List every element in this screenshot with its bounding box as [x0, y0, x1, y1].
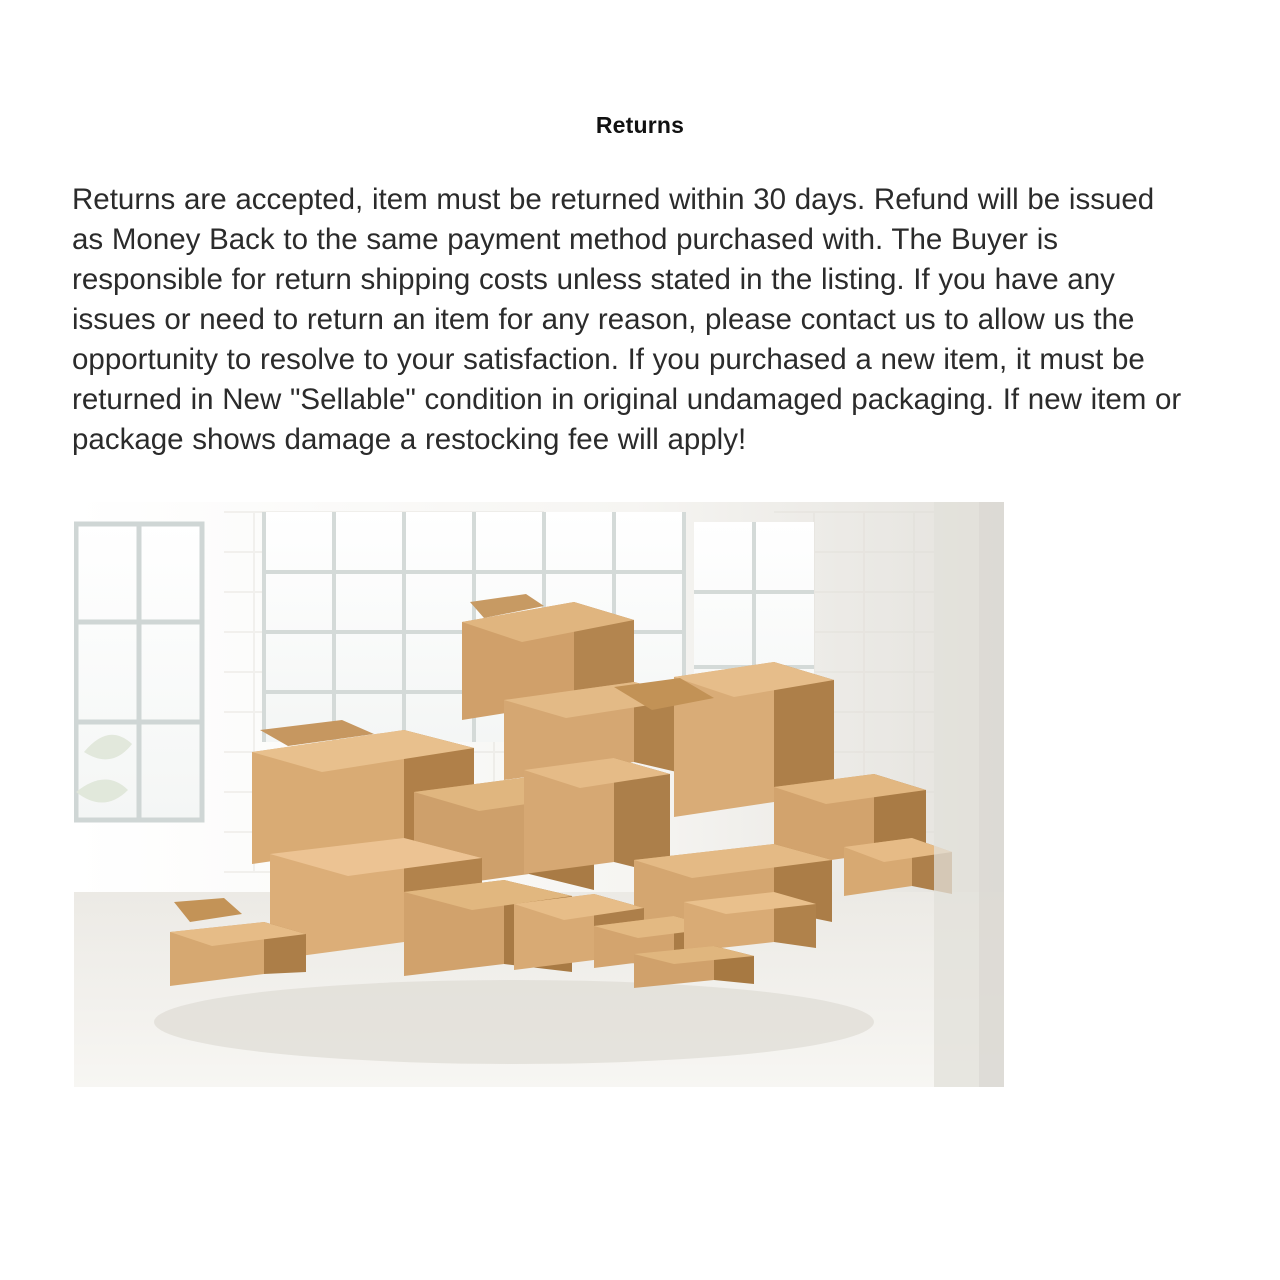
boxes-photo [74, 502, 1004, 1087]
page-title: Returns [595, 112, 685, 138]
boxes-illustration [74, 502, 1004, 1087]
returns-policy-text: Returns are accepted, item must be returned within 30 days. Refund will be issued as Money Back to the same payment method purchased with. The Buyer is responsible for return shipping costs unless stated in the listing. If you have any issues or need to return an item for any reason, please contact us to allow us the opportunity to resolve to your satisfaction. If you purchased a new item, it must be returned in New "Sellable" condition in original undamaged packaging. If new item or package shows damage a restocking fee will apply! [72, 183, 1182, 456]
